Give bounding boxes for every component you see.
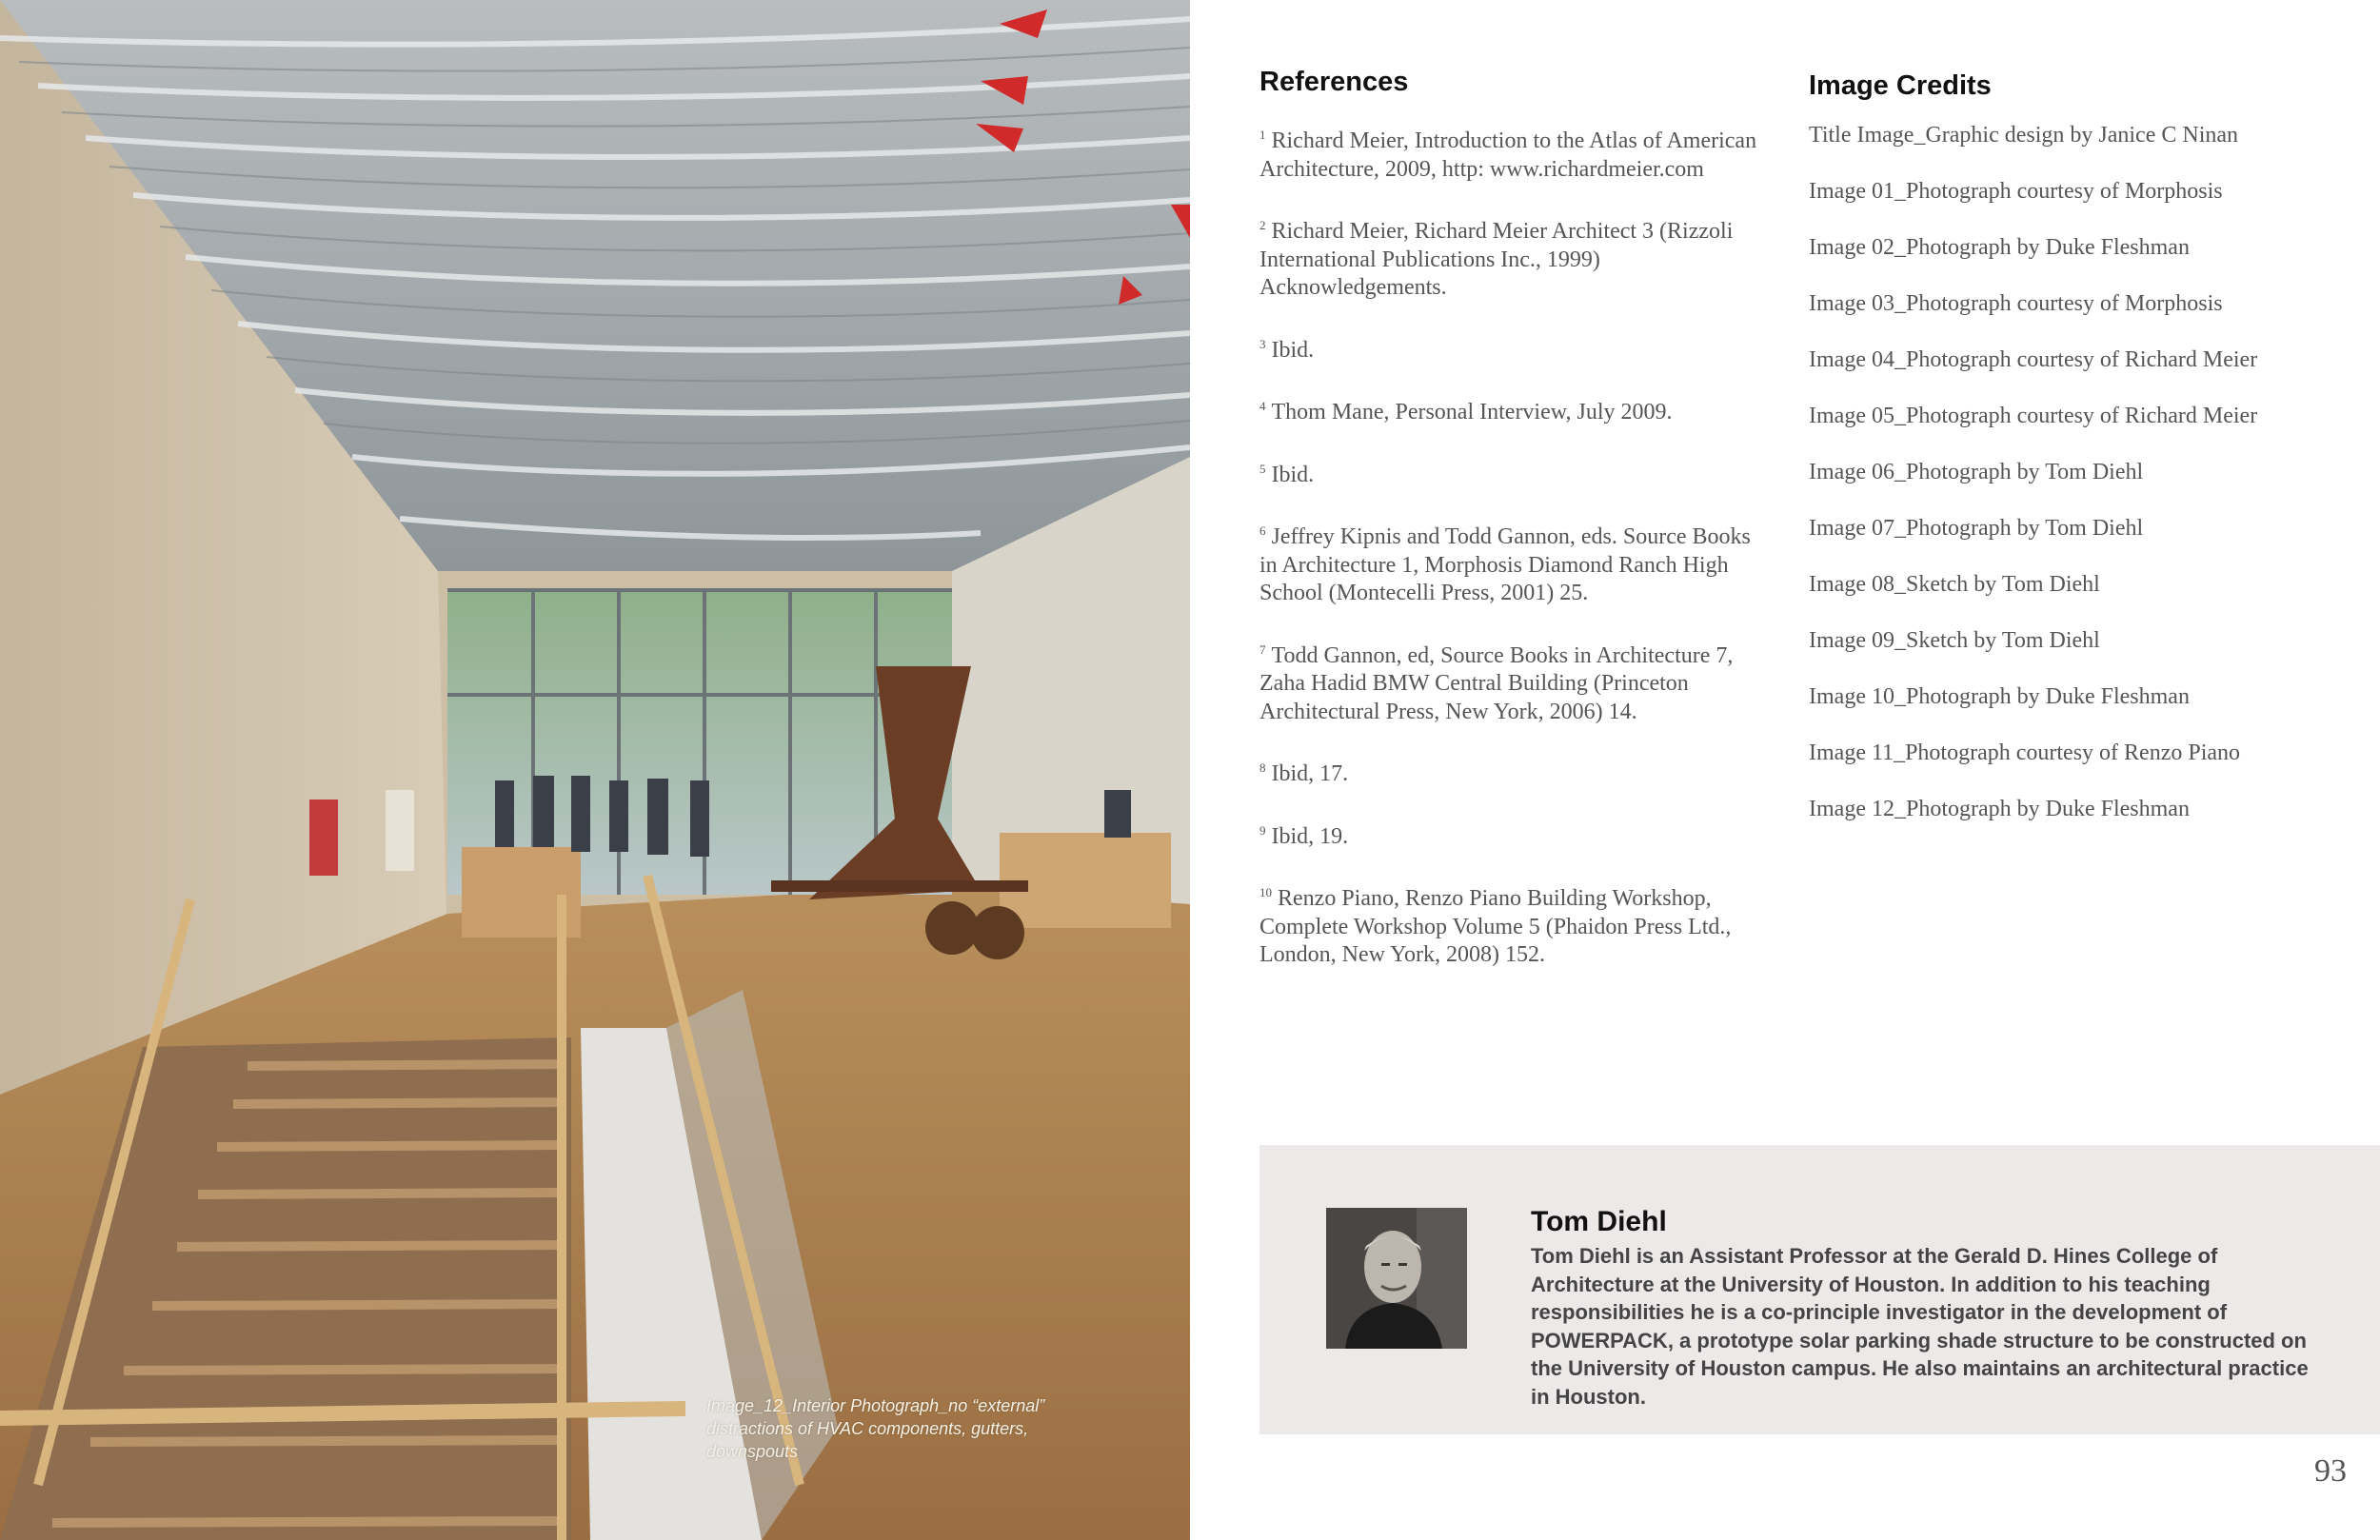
reference-text: Ibid. <box>1271 337 1315 363</box>
reference-number: 4 <box>1259 399 1266 413</box>
credit-item: Image 02_Photograph by Duke Fleshman <box>1809 235 2190 260</box>
credit-item: Image 05_Photograph courtesy of Richard Meier <box>1809 404 2258 428</box>
reference-number: 6 <box>1259 523 1266 538</box>
reference-text: Richard Meier, Richard Meier Architect 3 (Rizzoli International Publications Inc., 1999) Acknowledgements. <box>1259 219 1734 300</box>
reference-text: Jeffrey Kipnis and Todd Gannon, eds. Source Books in Architecture 1, Morphosis Diamond Ranch High School (Montecelli Press, 2001) 25. <box>1259 524 1751 605</box>
credit-item: Image 12_Photograph by Duke Fleshman <box>1809 797 2190 821</box>
image-credits-heading: Image Credits <box>1809 70 1992 101</box>
credit-item: Image 03_Photograph courtesy of Morphosis <box>1809 291 2223 316</box>
references-section <box>1259 67 1764 997</box>
credit-item: Title Image_Graphic design by Janice C Ninan <box>1809 123 2239 148</box>
reference-item <box>1259 754 1764 789</box>
reference-text: Ibid, 19. <box>1271 823 1349 849</box>
reference-number: 5 <box>1259 461 1266 476</box>
credit-item: Image 11_Photograph courtesy of Renzo Piano <box>1809 740 2241 765</box>
reference-item <box>1259 817 1764 852</box>
references-heading: References <box>1259 67 1409 97</box>
reference-text: Thom Mane, Personal Interview, July 2009. <box>1271 400 1673 424</box>
reference-text: Ibid. <box>1271 462 1315 487</box>
reference-item <box>1259 517 1764 608</box>
author-portrait <box>1326 1208 1467 1349</box>
author-bio-box <box>1259 1145 2380 1434</box>
reference-item <box>1259 879 1764 970</box>
reference-number: 1 <box>1259 128 1266 142</box>
reference-item <box>1259 636 1764 727</box>
reference-item <box>1259 121 1764 184</box>
credit-item: Image 01_Photograph courtesy of Morphosis <box>1809 179 2223 204</box>
photo-caption: Image_12_Interior Photograph_no “external” distractions of HVAC components, gutters, downspouts <box>706 1396 1045 1461</box>
page-number: 93 <box>2314 1453 2347 1489</box>
author-description: Tom Diehl is an Assistant Professor at the Gerald D. Hines College of Architecture at the University of Houston. In addition to his teaching responsibilities he is a co-principle investigator in the development of POWERPACK, a prototype solar parking shade structure to be constructed on the University of Houston campus. He also maintains an architectural practice in Houston. <box>1531 1244 2309 1409</box>
reference-number: 2 <box>1259 218 1266 232</box>
credit-item: Image 04_Photograph courtesy of Richard Meier <box>1809 347 2258 372</box>
author-bio-text <box>1531 1206 2311 1411</box>
reference-text: Ibid, 17. <box>1271 761 1349 786</box>
reference-item <box>1259 211 1764 303</box>
credit-item: Image 10_Photograph by Duke Fleshman <box>1809 684 2190 709</box>
reference-number: 10 <box>1259 885 1272 899</box>
credit-item: Image 08_Sketch by Tom Diehl <box>1809 572 2100 597</box>
image-credits-section <box>1809 70 2361 851</box>
reference-text: Richard Meier, Introduction to the Atlas of American Architecture, 2009, http: www.richardmeier.com <box>1259 128 1757 182</box>
reference-number: 9 <box>1259 822 1266 838</box>
credit-item: Image 06_Photograph by Tom Diehl <box>1809 460 2144 484</box>
reference-item <box>1259 392 1764 427</box>
portrait-illustration <box>1326 1208 1467 1349</box>
reference-item <box>1259 330 1764 365</box>
author-name: Tom Diehl <box>1531 1206 1667 1237</box>
reference-text: Renzo Piano, Renzo Piano Building Workshop, Complete Workshop Volume 5 (Phaidon Press Ltd., London, New York, 2008) 152. <box>1259 886 1732 967</box>
reference-item <box>1259 455 1764 490</box>
credit-item: Image 09_Sketch by Tom Diehl <box>1809 628 2100 653</box>
reference-number: 3 <box>1259 336 1266 351</box>
reference-number: 8 <box>1259 760 1266 775</box>
reference-text: Todd Gannon, ed, Source Books in Architecture 7, Zaha Hadid BMW Central Building (Princeton Architectural Press, New York, 2006) 14. <box>1259 642 1734 724</box>
credit-item: Image 07_Photograph by Tom Diehl <box>1809 516 2144 541</box>
reference-number: 7 <box>1259 642 1266 657</box>
